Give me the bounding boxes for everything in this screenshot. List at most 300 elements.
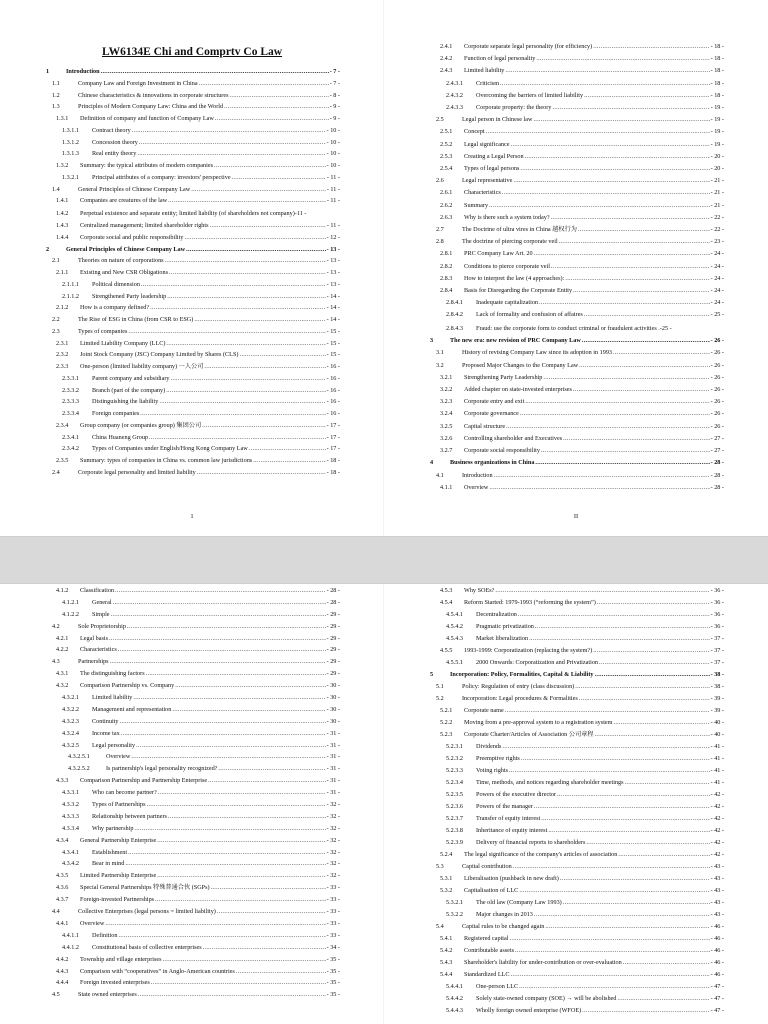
toc-dot-leader [541,448,710,454]
toc-entry-page: - 32 - [326,812,340,820]
toc-entry-number: 3.2.3 [440,398,453,406]
toc-entry[interactable] [430,672,724,678]
toc-entry-number: 4.3.1 [56,670,69,678]
toc-dot-leader [536,56,709,62]
toc-entry[interactable] [46,743,340,749]
toc-entry[interactable] [46,861,340,867]
toc-entry-page: - 15 - [326,351,340,359]
toc-entry[interactable] [430,876,724,882]
toc-entry[interactable] [430,600,724,606]
toc-entry[interactable] [430,624,724,630]
toc-entry-title: Comparison Partnership vs. Company [80,682,175,690]
toc-entry-page: - 35 - [326,979,340,987]
toc-entry[interactable] [430,473,724,479]
toc-entry-number: 5.3.2.1 [446,899,464,906]
toc-entry[interactable] [430,117,724,123]
toc-entry-title: Liberalisation (pushback in new draft) [464,875,559,882]
toc-entry-number: 5.2.3.8 [446,827,464,834]
toc-entry-title: The Rise of ESG in China (from CSR to ESG) [78,316,194,324]
toc-entry[interactable] [430,178,724,184]
toc-entry[interactable] [430,424,724,430]
toc-entry[interactable] [430,203,724,209]
toc-dot-leader [539,300,710,306]
toc-dot-leader [169,270,326,276]
toc-entry[interactable] [430,142,724,148]
toc-entry-title: Major changes in 2013 [476,911,533,918]
toc-entry-title: Controlling shareholder and Executives [464,434,563,442]
toc-entry[interactable] [46,294,340,300]
toc-entry[interactable] [430,411,724,417]
toc-entry-title: Capital contribution [462,863,512,870]
toc-list [46,69,340,482]
toc-entry[interactable] [430,93,724,99]
toc-dot-leader [149,435,326,441]
toc-entry[interactable] [46,423,340,429]
toc-entry[interactable] [430,960,724,966]
toc-entry[interactable] [430,684,724,690]
toc-entry[interactable] [46,128,340,134]
toc-entry-number: 4.3.3.4 [62,824,80,832]
toc-entry[interactable] [46,754,340,760]
toc-entry-title: Introduction [462,471,493,479]
toc-entry-page: - 31 - [326,789,340,797]
toc-dot-leader [105,921,325,927]
toc-entry-title: Legal representative [462,177,513,185]
toc-entry-number: 4.1 [436,471,444,479]
toc-entry-title: Establishment [92,848,128,856]
toc-entry[interactable] [430,756,724,762]
toc-entry[interactable] [46,446,340,452]
toc-entry-title: Limited Liability Company (LLC) [80,339,166,347]
toc-entry[interactable] [430,720,724,726]
toc-dot-leader [573,387,710,393]
toc-entry[interactable] [430,56,724,62]
toc-dot-leader [168,198,326,204]
toc-entry[interactable] [430,276,724,282]
toc-entry[interactable] [430,190,724,196]
toc-entry[interactable] [46,802,340,808]
toc-dot-leader [171,376,326,382]
toc-dot-leader [617,996,709,1002]
toc-entry-page: - 35 - [326,991,340,999]
toc-entry-page: - 42 - [710,803,724,810]
toc-entry-number: 4.3.3.2 [62,801,80,809]
toc-entry-number: 4.5.5 [440,647,453,654]
toc-entry-title: Limited liability [92,694,133,702]
toc-entry[interactable] [430,996,724,1002]
toc-entry[interactable] [430,768,724,774]
toc-entry[interactable] [46,140,340,146]
toc-entry-number: 4.3.5 [56,872,69,880]
toc-dot-leader [113,600,326,606]
toc-entry[interactable] [46,235,340,241]
toc-entry-number: 4.5.4.2 [446,623,464,630]
toc-entry-number: 5.2.3.3 [446,767,464,774]
toc-entry[interactable] [430,399,724,405]
toc-entry[interactable] [430,900,724,906]
toc-entry-page: - 24 - [710,262,724,270]
toc-entry-number: 3.2 [436,361,444,369]
toc-entry-title: The legal significance of the company's articles of association [464,851,618,858]
toc-entry-title: Characteristics [80,646,117,654]
toc-entry-page: - 12 - [326,233,340,241]
toc-entry[interactable] [46,470,340,476]
toc-entry-page: - 7 - [329,79,340,87]
toc-entry[interactable] [430,288,724,294]
toc-entry-number: 5.2.4 [440,851,453,858]
toc-entry-page: - 26 - [710,361,724,369]
toc-entry-number: 4.3.2.5.1 [68,753,90,761]
toc-entry-number: 4.5.4 [440,599,453,606]
toc-entry[interactable] [430,912,724,918]
toc-dot-leader [165,258,326,264]
toc-entry[interactable] [46,992,340,998]
toc-entry[interactable] [46,223,340,229]
toc-entry-title: Overview [106,753,131,761]
toc-entry[interactable] [46,778,340,784]
toc-entry[interactable] [46,600,340,606]
toc-entry[interactable] [430,44,724,50]
toc-entry[interactable] [46,258,340,264]
toc-dot-leader [150,305,326,311]
toc-entry[interactable] [46,341,340,347]
toc-entry-number: 2.3.4 [56,421,69,429]
toc-entry[interactable] [430,864,724,870]
toc-entry-page: - 13 - [326,257,340,265]
toc-dot-leader [146,671,326,677]
toc-entry-title: Registered capital [464,935,509,942]
toc-entry[interactable] [430,888,724,894]
toc-entry-page: - 9 - [329,103,340,111]
toc-entry[interactable] [46,388,340,394]
toc-entry-title: Incorporation: Policy, Formalities, Capital & Liability [450,671,594,678]
toc-dot-leader [159,399,325,405]
toc-entry-page: - 18 - [710,91,724,99]
toc-entry-number: 2.4.3.1 [446,79,464,87]
toc-dot-leader [203,945,326,951]
toc-entry-page: - 19 - [710,104,724,112]
toc-entry[interactable] [46,933,340,939]
toc-entry[interactable] [430,312,724,318]
toc-entry[interactable] [46,435,340,441]
toc-entry[interactable] [430,375,724,381]
toc-entry[interactable] [430,792,724,798]
toc-entry[interactable] [430,251,724,257]
toc-entry[interactable] [430,972,724,978]
toc-dot-leader [575,684,709,690]
toc-entry[interactable] [46,187,340,193]
toc-entry-title: Overview [80,919,105,927]
toc-entry[interactable] [430,780,724,786]
toc-entry-title: Proposed Major Changes to the Company Law [462,361,579,369]
toc-entry-number: 2.8.4 [440,287,453,295]
toc-entry[interactable] [430,816,724,822]
toc-entry-page: - 26 - [710,373,724,381]
toc-entry[interactable] [46,980,340,986]
toc-entry[interactable] [46,116,340,122]
toc-entry-title: Strengthened Party leadership [92,292,167,300]
toc-entry[interactable] [430,239,724,245]
toc-dot-leader [551,215,710,221]
toc-entry-title: The distinguishing factors [80,670,145,678]
toc-entry-page: - 31 - [326,777,340,785]
toc-entry[interactable] [46,921,340,927]
toc-entry[interactable] [430,948,724,954]
toc-entry[interactable] [46,399,340,405]
toc-entry[interactable] [46,104,340,110]
toc-dot-leader [127,624,326,630]
toc-entry-page: - 32 - [326,860,340,868]
toc-entry[interactable] [46,364,340,370]
toc-entry-number: 2.3.3.1 [62,374,80,382]
toc-entry-title: Relationship between partners [92,812,167,820]
toc-entry[interactable] [430,350,724,356]
toc-entry-title: Foreign companies [92,410,140,418]
toc-entry[interactable] [46,897,340,903]
toc-entry[interactable] [430,588,724,594]
toc-entry[interactable] [430,338,724,344]
toc-entry[interactable] [46,376,340,382]
toc-entry-number: 5.2.3.4 [446,779,464,786]
toc-entry-number: 4.5.5.1 [446,659,464,666]
toc-entry-page: - 17 - [326,421,340,429]
toc-entry-page: - 26 - [710,398,724,406]
toc-entry-title: Overcoming the barriers of limited liability [476,91,584,99]
toc-entry[interactable] [46,624,340,630]
toc-entry-title: Powers of the manager [476,803,533,810]
toc-entry-number: 2.1.1.2 [62,292,80,300]
toc-entry-page: - 35 - [326,955,340,963]
toc-entry[interactable] [46,352,340,358]
toc-dot-leader [595,672,710,678]
toc-entry[interactable] [46,885,340,891]
toc-entry[interactable] [46,659,340,665]
toc-entry[interactable] [46,151,340,157]
toc-dot-leader [593,44,709,50]
toc-entry[interactable] [46,329,340,335]
toc-dot-leader [518,612,710,618]
toc-entry[interactable] [430,636,724,642]
toc-entry[interactable] [46,850,340,856]
toc-entry[interactable] [46,247,340,253]
toc-entry-page: - 32 - [326,872,340,880]
toc-entry[interactable] [430,485,724,491]
toc-entry-number: 5.2.3.1 [446,743,464,750]
toc-entry-page: - 14 - [326,304,340,312]
toc-entry-page: - 32 - [326,824,340,832]
toc-entry[interactable] [430,460,724,466]
toc-entry[interactable] [46,945,340,951]
toc-entry[interactable] [430,660,724,666]
toc-entry-title: Principal attributes of a company: investors' perspective [92,173,231,181]
toc-dot-leader [489,203,710,209]
toc-dot-leader [548,828,709,834]
toc-entry-page: - 31 - [326,741,340,749]
toc-entry[interactable] [46,210,340,218]
toc-entry[interactable] [46,317,340,323]
toc-entry[interactable] [46,175,340,181]
toc-entry[interactable] [46,826,340,832]
toc-dot-leader [505,708,710,714]
toc-dot-leader [101,69,329,75]
toc-entry[interactable] [46,814,340,820]
toc-list [46,588,340,1004]
toc-entry[interactable] [430,105,724,111]
toc-dot-leader [563,900,710,906]
toc-entry-title: Legal basis [80,634,109,642]
toc-entry-page: - 26 - [710,422,724,430]
toc-entry-number: 4.5 [52,991,60,999]
toc-entry[interactable] [430,227,724,233]
toc-entry-number: 2.3.4.2 [62,445,80,453]
toc-entry[interactable] [430,732,724,738]
toc-entry[interactable] [46,766,340,772]
toc-entry[interactable] [430,828,724,834]
toc-entry[interactable] [430,363,724,369]
toc-entry-page: - 16 - [326,374,340,382]
toc-entry-number: 2.6 [436,177,444,185]
toc-entry[interactable] [430,612,724,618]
toc-entry-number: 4.3.3 [56,777,69,785]
toc-entry-title: Joint Stock Company (JSC) Company Limited by Shares (CLS) [80,351,239,359]
toc-entry[interactable] [430,325,724,333]
toc-entry[interactable] [46,695,340,701]
toc-entry[interactable] [430,436,724,442]
toc-entry[interactable] [46,305,340,311]
toc-entry-number: 5.2.2 [440,719,453,726]
toc-entry-page: - 47 - [710,983,724,990]
toc-entry-title: Political dimension [92,280,140,288]
toc-dot-leader [186,247,325,253]
toc-entry-number: 4.4.1.1 [62,931,80,939]
toc-entry[interactable] [430,744,724,750]
toc-entry[interactable] [430,840,724,846]
toc-entry-page: - 39 - [710,695,724,702]
toc-entry-page: - 18 - [710,67,724,75]
toc-dot-leader [509,768,710,774]
toc-entry[interactable] [430,696,724,702]
toc-entry-title: Comparison Partnership and Partnership Enterprise [80,777,208,785]
toc-dot-leader [214,163,326,169]
toc-entry[interactable] [430,387,724,393]
toc-entry[interactable] [46,458,340,464]
toc-entry[interactable] [46,282,340,288]
toc-entry-number: 2.5.4 [440,165,453,173]
toc-entry[interactable] [46,683,340,689]
toc-dot-leader [506,424,710,430]
toc-entry[interactable] [46,719,340,725]
toc-entry[interactable] [430,300,724,306]
toc-entry-page: - 22 - [710,213,724,221]
toc-dot-leader [489,485,709,491]
toc-entry-number: 3.2.2 [440,386,453,394]
toc-entry-page: - 46 - [710,959,724,966]
toc-entry[interactable] [46,671,340,677]
toc-entry-page: - 41 - [710,767,724,774]
toc-entry-page: - 10 - [326,126,340,134]
toc-entry-page: - 42 - [710,791,724,798]
toc-entry[interactable] [430,154,724,160]
toc-entry-title: Limited Partnership Enterprise [80,872,157,880]
toc-entry-page: - 40 - [710,719,724,726]
toc-entry[interactable] [46,957,340,963]
toc-entry-number: 4.2.1 [56,634,69,642]
toc-entry[interactable] [430,68,724,74]
toc-entry[interactable] [46,198,340,204]
toc-entry[interactable] [46,612,340,618]
toc-entry-number: 2.3.3 [56,363,69,371]
toc-entry[interactable] [46,270,340,276]
toc-entry-page: - 26 - [710,349,724,357]
toc-entry-number: 2.3.4.1 [62,433,80,441]
toc-entry[interactable] [46,636,340,642]
toc-entry-title: Corporate name [464,707,504,714]
toc-entry-page: - 29 - [326,634,340,642]
toc-entry[interactable] [430,708,724,714]
toc-entry[interactable] [430,852,724,858]
toc-entry-title: The doctrine of piercing corporate veil [462,238,558,246]
toc-entry-page: - 26 - [710,386,724,394]
toc-dot-leader [525,154,710,160]
toc-entry[interactable] [46,93,340,99]
toc-entry-number: 3.2.1 [440,373,453,381]
toc-entry[interactable] [430,448,724,454]
toc-dot-leader [623,960,710,966]
toc-entry[interactable] [46,838,340,844]
toc-entry[interactable] [46,588,340,594]
toc-entry-page: - 37 - [710,647,724,654]
toc-entry-title: One-person LLC [476,983,519,990]
toc-entry[interactable] [430,264,724,270]
toc-entry[interactable] [46,81,340,87]
toc-entry[interactable] [46,163,340,169]
toc-entry[interactable] [46,69,340,75]
toc-dot-leader [166,388,325,394]
toc-entry[interactable] [430,1008,724,1014]
toc-entry-number: 5.2.3.9 [446,839,464,846]
toc-entry[interactable] [430,804,724,810]
toc-dot-leader [230,93,329,99]
toc-dot-leader [217,909,326,915]
toc-entry[interactable] [46,731,340,737]
toc-entry[interactable] [46,411,340,417]
toc-entry[interactable] [430,129,724,135]
toc-entry[interactable] [46,790,340,796]
toc-dot-leader [199,81,329,87]
toc-entry-title: 2000 Onwards: Corporatization and Privatization [476,659,599,666]
toc-entry-title: Delivery of financial reports to shareholders [476,839,586,846]
toc-entry-number: 2.3.5 [56,457,69,465]
toc-entry[interactable] [46,873,340,879]
toc-entry[interactable] [430,984,724,990]
toc-entry-number: 1.3.2.1 [62,173,80,181]
toc-entry[interactable] [430,648,724,654]
toc-entry[interactable] [430,924,724,930]
toc-dot-leader [534,912,710,918]
toc-entry[interactable] [430,166,724,172]
toc-entry[interactable] [46,707,340,713]
toc-dot-leader [495,588,709,594]
toc-entry[interactable] [46,969,340,975]
toc-entry[interactable] [46,909,340,915]
toc-entry-number: 4.3.2 [56,682,69,690]
toc-entry[interactable] [430,936,724,942]
toc-entry[interactable] [430,215,724,221]
toc-entry-title: Policy: Regulation of entry (class discussion) [462,683,575,690]
toc-entry[interactable] [46,647,340,653]
toc-entry-number: 2.8.3 [440,274,453,282]
toc-entry[interactable] [430,81,724,87]
